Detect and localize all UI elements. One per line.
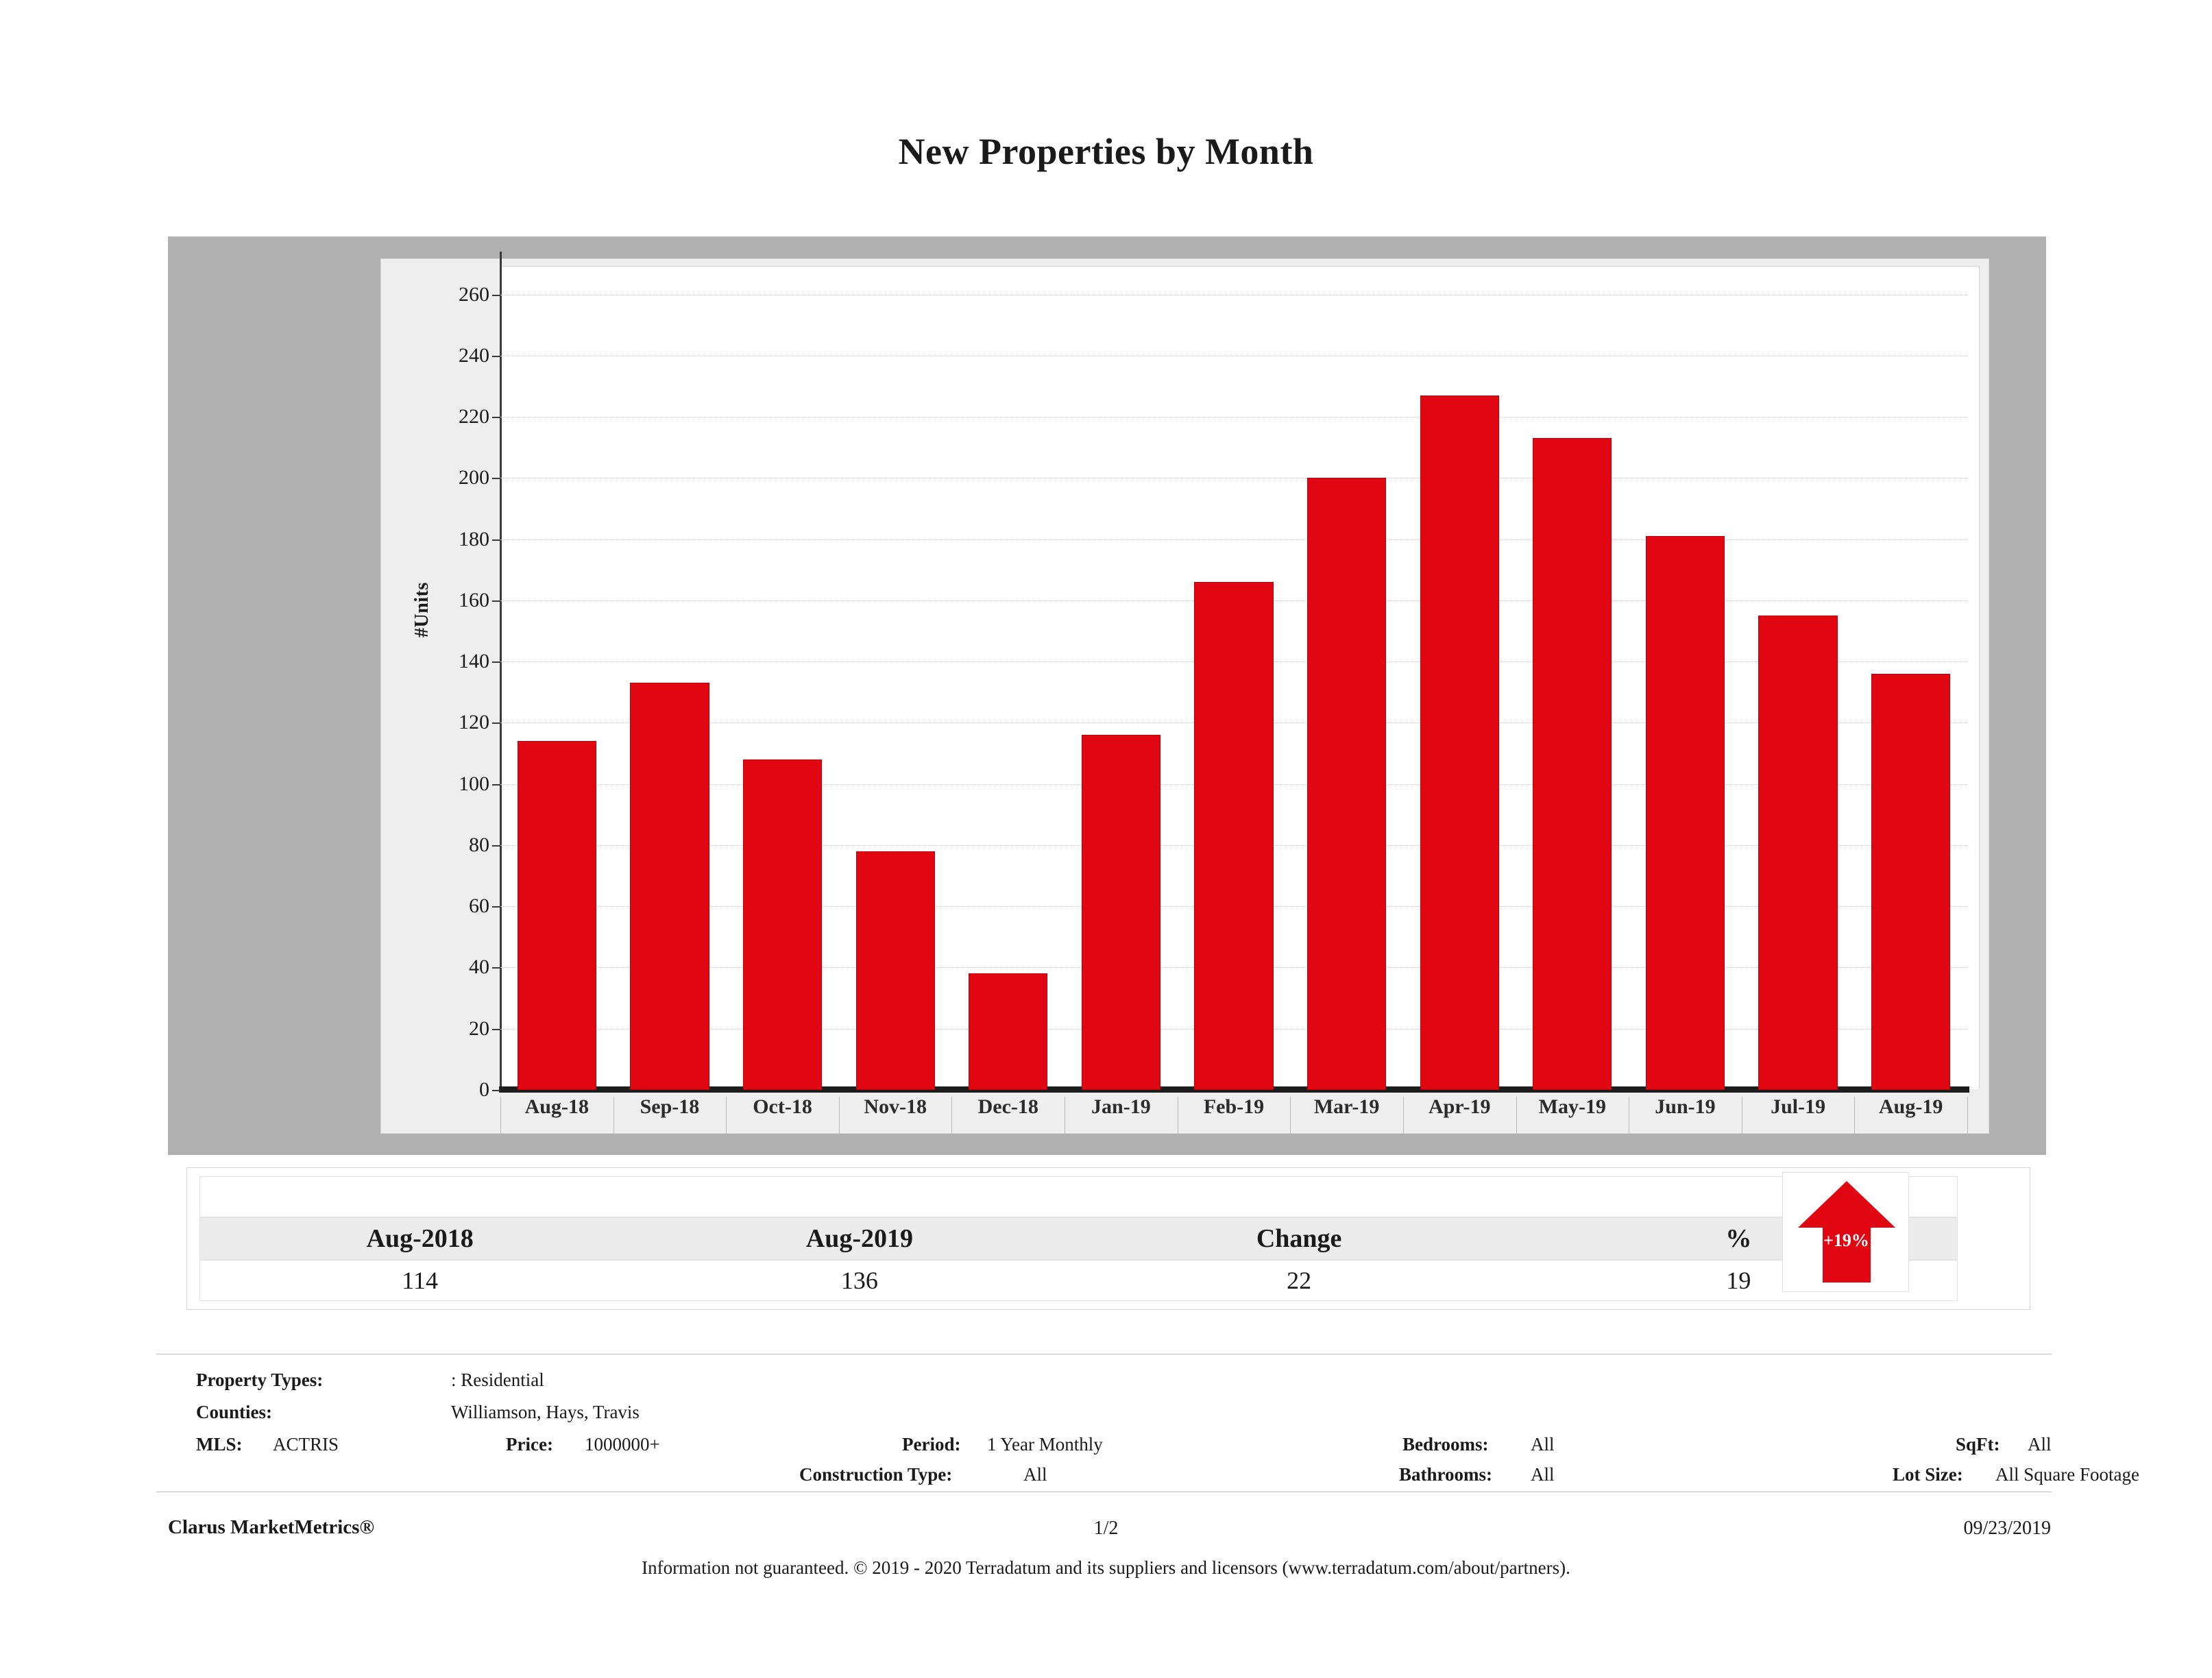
summary-blank-row: [199, 1176, 1958, 1217]
x-label-separator: [1403, 1097, 1404, 1135]
summary-value-cell: 114: [402, 1267, 438, 1294]
construction-type-label: Construction Type:: [799, 1464, 953, 1485]
y-tick-label: 260: [459, 282, 489, 306]
x-tick-label: Sep-18: [640, 1095, 700, 1118]
y-tick-mark: [492, 1029, 500, 1030]
y-tick-label: 40: [469, 956, 489, 979]
y-tick-label: 0: [479, 1078, 489, 1101]
y-tick-label: 20: [469, 1017, 489, 1040]
bar: [1420, 396, 1499, 1090]
x-tick-label: Aug-19: [1879, 1095, 1943, 1118]
x-label-separator: [1854, 1097, 1855, 1135]
x-tick-label: Nov-18: [864, 1095, 927, 1118]
construction-type-value: All: [1023, 1464, 1047, 1485]
property-types-value: : Residential: [451, 1370, 544, 1390]
bar: [1646, 536, 1725, 1090]
y-axis-label: #Units: [411, 582, 433, 637]
y-tick-mark: [492, 356, 500, 357]
page-title: New Properties by Month: [898, 131, 1314, 172]
lot-size-label: Lot Size:: [1893, 1464, 1963, 1485]
counties-label: Counties:: [196, 1402, 273, 1422]
summary-table: [186, 1167, 2030, 1310]
summary-value-row: [199, 1260, 1958, 1301]
summary-value-cell: 19: [1726, 1267, 1751, 1294]
bar: [1871, 674, 1950, 1090]
y-tick-label: 180: [459, 527, 489, 550]
summary-value-cell: 136: [840, 1267, 878, 1294]
x-tick-label: Feb-19: [1203, 1095, 1265, 1118]
plot-area: [459, 264, 1967, 1101]
y-tick-mark: [492, 967, 500, 969]
sqft-value: All: [2028, 1434, 2052, 1455]
change-badge: [1782, 1172, 1909, 1292]
y-tick-mark: [492, 539, 500, 541]
mls-label: MLS:: [196, 1434, 243, 1455]
y-tick-label: 60: [469, 895, 489, 918]
y-tick-mark: [492, 845, 500, 847]
summary-header-cell: Aug-2018: [366, 1224, 474, 1253]
footer-date: 09/23/2019: [1963, 1518, 2051, 1539]
x-label-separator: [1290, 1097, 1291, 1135]
summary-header-row: [199, 1217, 1958, 1260]
y-tick-label: 80: [469, 833, 489, 856]
bar: [856, 851, 935, 1090]
y-tick-mark: [492, 661, 500, 663]
bar: [1533, 438, 1612, 1090]
bar: [969, 973, 1047, 1090]
counties-value: Williamson, Hays, Travis: [451, 1402, 640, 1422]
bar-series: [500, 264, 1967, 1090]
footer-brand: Clarus MarketMetrics®: [168, 1516, 375, 1538]
bar: [1194, 582, 1273, 1090]
y-tick-mark: [492, 478, 500, 479]
y-tick-mark: [492, 1090, 500, 1091]
y-tick-label: 120: [459, 711, 489, 734]
y-tick-label: 240: [459, 343, 489, 367]
x-tick-label: Aug-18: [524, 1095, 589, 1118]
mls-value: ACTRIS: [273, 1434, 339, 1455]
y-tick-label: 140: [459, 650, 489, 673]
x-label-separator: [839, 1097, 840, 1135]
criteria-block: [156, 1354, 2139, 1492]
sqft-label: SqFt:: [1956, 1434, 2000, 1455]
y-tick-label: 200: [459, 466, 489, 489]
price-label: Price:: [506, 1434, 553, 1455]
summary-inner: [199, 1176, 1958, 1301]
x-tick-label: Jan-19: [1091, 1095, 1151, 1118]
summary-header-cell: Aug-2019: [805, 1224, 913, 1253]
bar: [518, 741, 596, 1090]
y-tick-label: 100: [459, 772, 489, 795]
x-tick-label: May-19: [1538, 1095, 1606, 1118]
y-tick-mark: [492, 906, 500, 908]
period-value: 1 Year Monthly: [987, 1434, 1103, 1455]
y-tick-mark: [492, 600, 500, 602]
bathrooms-label: Bathrooms:: [1399, 1464, 1493, 1485]
x-tick-label: Oct-18: [753, 1095, 812, 1118]
y-tick-label: 220: [459, 405, 489, 428]
x-label-separator: [726, 1097, 727, 1135]
y-tick-label: 160: [459, 588, 489, 611]
x-label-separator: [1516, 1097, 1517, 1135]
bar: [1307, 478, 1386, 1090]
x-label-separator: [500, 1097, 501, 1135]
y-tick-mark: [492, 784, 500, 786]
footer-disclaimer: Information not guaranteed. © 2019 - 2020 Terradatum and its suppliers and licensors (www.terradatum.com/about/partners).: [642, 1557, 1570, 1578]
y-tick-mark: [492, 722, 500, 724]
x-tick-label: Jun-19: [1655, 1095, 1716, 1118]
bathrooms-value: All: [1531, 1464, 1555, 1485]
x-label-separator: [613, 1097, 614, 1135]
price-value: 1000000+: [585, 1434, 660, 1455]
bedrooms-label: Bedrooms:: [1402, 1434, 1489, 1455]
x-tick-label: Mar-19: [1313, 1095, 1380, 1118]
y-tick-mark: [492, 295, 500, 296]
summary-header-cell: %: [1725, 1224, 1752, 1253]
bar: [1758, 616, 1837, 1090]
property-types-label: Property Types:: [196, 1370, 324, 1390]
change-badge-label: +19%: [1823, 1230, 1869, 1250]
x-tick-label: Dec-18: [977, 1095, 1038, 1118]
x-label-separator: [951, 1097, 952, 1135]
bar: [630, 683, 709, 1090]
summary-value-cell: 22: [1287, 1267, 1312, 1294]
bar: [743, 759, 822, 1090]
footer-page-number: 1/2: [1093, 1518, 1119, 1539]
lot-size-value: All Square Footage: [1995, 1464, 2139, 1485]
period-label: Period:: [902, 1434, 961, 1455]
summary-header-cell: Change: [1256, 1224, 1342, 1253]
x-tick-label: Apr-19: [1428, 1095, 1491, 1118]
bar: [1082, 735, 1160, 1090]
x-axis-labels: [500, 1095, 1967, 1143]
x-tick-label: Jul-19: [1771, 1095, 1826, 1118]
bedrooms-value: All: [1531, 1434, 1555, 1455]
x-label-separator: [1967, 1097, 1968, 1135]
y-tick-mark: [492, 417, 500, 418]
